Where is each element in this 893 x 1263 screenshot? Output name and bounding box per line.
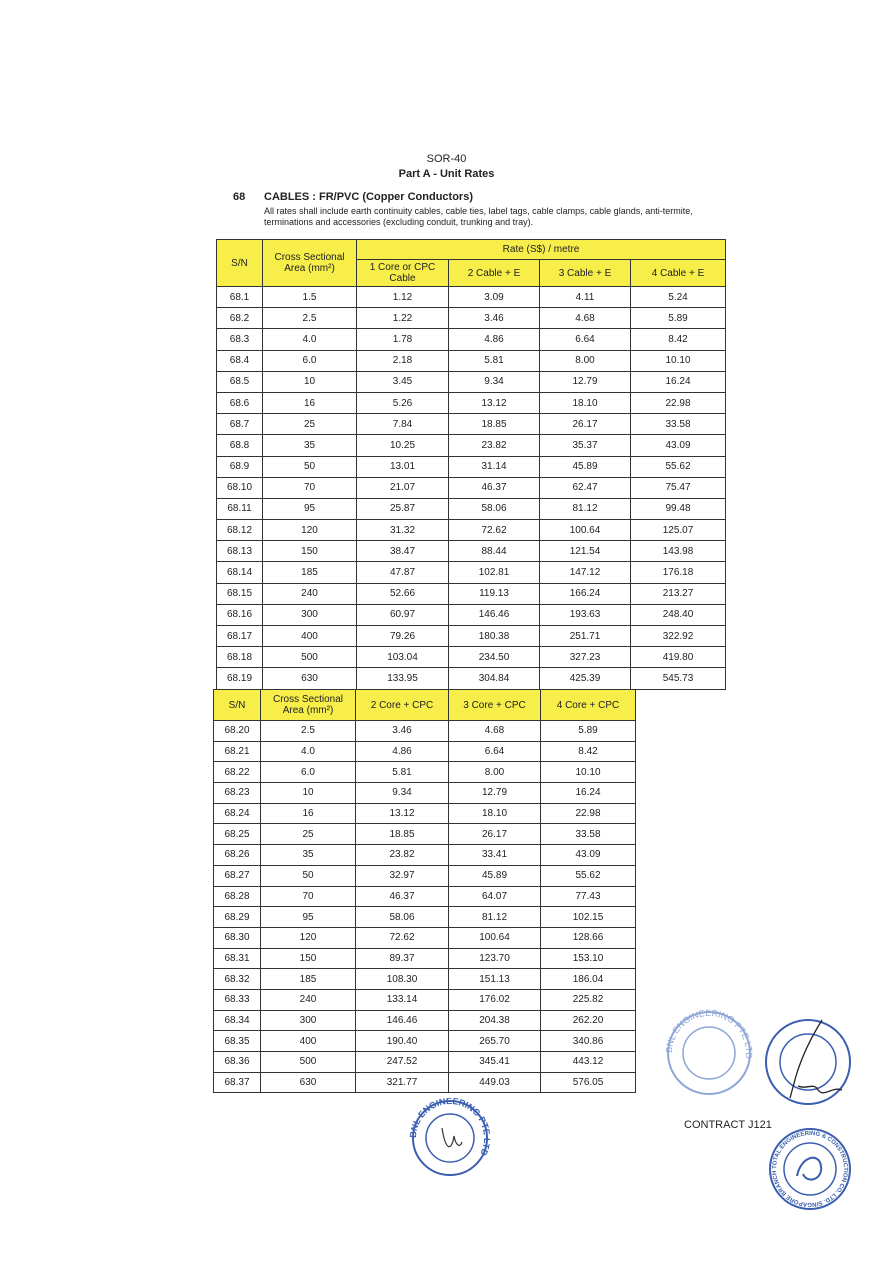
cell-area: 300 [263, 604, 357, 625]
cell-rate: 64.07 [449, 886, 541, 907]
cell-rate: 262.20 [541, 1010, 636, 1031]
cell-area: 120 [263, 520, 357, 541]
cell-rate: 5.24 [631, 287, 726, 308]
cell-sn: 68.32 [214, 969, 261, 990]
header-area-line2: Area (mm²) [284, 263, 335, 274]
cell-rate: 72.62 [356, 927, 449, 948]
cell-sn: 68.14 [217, 562, 263, 583]
cell-rate: 21.07 [357, 477, 449, 498]
cell-rate: 1.12 [357, 287, 449, 308]
cell-rate: 321.77 [356, 1072, 449, 1093]
cell-area: 300 [261, 1010, 356, 1031]
cell-rate: 5.26 [357, 392, 449, 413]
section-title: CABLES : FR/PVC (Copper Conductors) [264, 191, 473, 203]
table-row [217, 604, 726, 625]
cell-rate: 4.68 [540, 308, 631, 329]
cell-rate: 99.48 [631, 498, 726, 519]
header-rate: Rate (S$) / metre [357, 240, 726, 260]
cell-sn: 68.29 [214, 907, 261, 928]
cell-rate: 108.30 [356, 969, 449, 990]
cell-rate: 146.46 [449, 604, 540, 625]
cell-area: 185 [261, 969, 356, 990]
cell-rate: 12.79 [540, 371, 631, 392]
cell-area: 6.0 [263, 350, 357, 371]
table-row [217, 668, 726, 689]
bnl-stamp-center-text: BNL ENGINEERING PTE LTD [407, 1098, 493, 1158]
contractor-stamp [767, 1126, 853, 1212]
cell-rate: 47.87 [357, 562, 449, 583]
cell-rate: 52.66 [357, 583, 449, 604]
cell-area: 35 [261, 845, 356, 866]
cell-area: 630 [263, 668, 357, 689]
table-row [214, 741, 636, 762]
cell-sn: 68.4 [217, 350, 263, 371]
cell-rate: 13.12 [449, 392, 540, 413]
cell-rate: 8.00 [540, 350, 631, 371]
cell-sn: 68.17 [217, 626, 263, 647]
table-row [214, 907, 636, 928]
table-row [214, 948, 636, 969]
table-row [214, 865, 636, 886]
bnl-stamp-right [660, 1008, 758, 1098]
table-row [214, 1052, 636, 1073]
cell-rate: 3.45 [357, 371, 449, 392]
table-row [217, 562, 726, 583]
table-row [214, 927, 636, 948]
cell-rate: 16.24 [631, 371, 726, 392]
cell-rate: 425.39 [540, 668, 631, 689]
cell-rate: 340.86 [541, 1031, 636, 1052]
cell-rate: 419.80 [631, 647, 726, 668]
table-row [217, 520, 726, 541]
cell-area: 35 [263, 435, 357, 456]
cell-area: 400 [263, 626, 357, 647]
table-row [217, 498, 726, 519]
cell-rate: 46.37 [356, 886, 449, 907]
cell-rate: 26.17 [449, 824, 541, 845]
cell-sn: 68.35 [214, 1031, 261, 1052]
header-2core: 2 Core + CPC [356, 690, 449, 721]
cell-rate: 18.10 [449, 803, 541, 824]
cell-rate: 449.03 [449, 1072, 541, 1093]
cell-rate: 119.13 [449, 583, 540, 604]
table-row [217, 626, 726, 647]
table-row [214, 1072, 636, 1093]
cell-area: 150 [263, 541, 357, 562]
cell-rate: 5.89 [631, 308, 726, 329]
rates-table-core-cpc-body [214, 721, 636, 1093]
cell-rate: 125.07 [631, 520, 726, 541]
cell-area: 185 [263, 562, 357, 583]
cell-rate: 10.10 [631, 350, 726, 371]
header-area-line2: Area (mm²) [282, 705, 334, 716]
cell-rate: 234.50 [449, 647, 540, 668]
cell-area: 500 [263, 647, 357, 668]
cell-rate: 102.15 [541, 907, 636, 928]
cell-sn: 68.11 [217, 498, 263, 519]
cell-rate: 193.63 [540, 604, 631, 625]
cell-sn: 68.8 [217, 435, 263, 456]
header-1core-line2: Cable [389, 273, 416, 284]
cell-rate: 72.62 [449, 520, 540, 541]
cell-rate: 77.43 [541, 886, 636, 907]
header-sn: S/N [214, 690, 261, 721]
header-area-line1: Cross Sectional [274, 252, 345, 263]
table-row [217, 647, 726, 668]
cell-rate: 248.40 [631, 604, 726, 625]
table-row [214, 845, 636, 866]
cell-sn: 68.13 [217, 541, 263, 562]
cell-rate: 4.68 [449, 721, 541, 742]
table-row [217, 308, 726, 329]
cell-area: 95 [261, 907, 356, 928]
cell-rate: 190.40 [356, 1031, 449, 1052]
cell-area: 240 [261, 989, 356, 1010]
cell-rate: 10.10 [541, 762, 636, 783]
header-4core: 4 Core + CPC [541, 690, 636, 721]
cell-rate: 31.32 [357, 520, 449, 541]
cell-sn: 68.19 [217, 668, 263, 689]
cell-rate: 8.00 [449, 762, 541, 783]
cell-rate: 4.86 [356, 741, 449, 762]
table-row [217, 583, 726, 604]
cell-rate: 89.37 [356, 948, 449, 969]
table-row [214, 783, 636, 804]
cell-rate: 33.58 [541, 824, 636, 845]
header-1core [357, 260, 449, 287]
cell-rate: 3.09 [449, 287, 540, 308]
cell-rate: 121.54 [540, 541, 631, 562]
cell-rate: 146.46 [356, 1010, 449, 1031]
document-part-title: Part A - Unit Rates [398, 168, 495, 180]
cell-sn: 68.27 [214, 865, 261, 886]
cell-rate: 46.37 [449, 477, 540, 498]
cell-sn: 68.21 [214, 741, 261, 762]
cell-sn: 68.10 [217, 477, 263, 498]
cell-sn: 68.36 [214, 1052, 261, 1073]
cell-area: 240 [263, 583, 357, 604]
cell-area: 50 [263, 456, 357, 477]
cell-rate: 88.44 [449, 541, 540, 562]
table-row [214, 969, 636, 990]
cell-area: 25 [261, 824, 356, 845]
cell-rate: 18.10 [540, 392, 631, 413]
cell-rate: 1.22 [357, 308, 449, 329]
header-area-line1: Cross Sectional [272, 694, 344, 705]
cell-sn: 68.3 [217, 329, 263, 350]
table-row [214, 762, 636, 783]
table-row [217, 541, 726, 562]
cell-rate: 22.98 [631, 392, 726, 413]
header-3core: 3 Core + CPC [449, 690, 541, 721]
cell-rate: 225.82 [541, 989, 636, 1010]
cell-rate: 26.17 [540, 414, 631, 435]
cell-sn: 68.15 [217, 583, 263, 604]
rates-table-cable-e [216, 239, 726, 690]
rates-table-cable-e-body [217, 287, 726, 690]
cell-rate: 213.27 [631, 583, 726, 604]
cell-area: 120 [261, 927, 356, 948]
cell-sn: 68.2 [217, 308, 263, 329]
table-row [217, 456, 726, 477]
cell-rate: 576.05 [541, 1072, 636, 1093]
header-sn: S/N [217, 240, 263, 287]
cell-sn: 68.28 [214, 886, 261, 907]
cell-area: 95 [263, 498, 357, 519]
table-row [214, 886, 636, 907]
cell-area: 500 [261, 1052, 356, 1073]
bnl-stamp-center [402, 1098, 498, 1178]
cell-sn: 68.31 [214, 948, 261, 969]
cell-area: 4.0 [263, 329, 357, 350]
cell-sn: 68.30 [214, 927, 261, 948]
cell-rate: 304.84 [449, 668, 540, 689]
cell-sn: 68.5 [217, 371, 263, 392]
cell-area: 70 [261, 886, 356, 907]
table-row [217, 329, 726, 350]
table-row [217, 414, 726, 435]
cell-rate: 60.97 [357, 604, 449, 625]
cell-rate: 81.12 [449, 907, 541, 928]
cell-area: 2.5 [261, 721, 356, 742]
cell-rate: 35.37 [540, 435, 631, 456]
cell-rate: 32.97 [356, 865, 449, 886]
cell-area: 10 [263, 371, 357, 392]
cell-rate: 128.66 [541, 927, 636, 948]
cell-rate: 545.73 [631, 668, 726, 689]
cell-rate: 443.12 [541, 1052, 636, 1073]
cell-sn: 68.26 [214, 845, 261, 866]
contractor-stamp-text: TOTAL ENGINEERING & CONSTRUCTION CO. LTD. SINGAPORE BRANCH [771, 1130, 849, 1208]
table-row [214, 721, 636, 742]
cell-area: 630 [261, 1072, 356, 1093]
cell-rate: 5.89 [541, 721, 636, 742]
cell-rate: 13.01 [357, 456, 449, 477]
cell-rate: 9.34 [356, 783, 449, 804]
document-code: SOR-40 [426, 153, 467, 165]
header-area [261, 690, 356, 721]
cell-rate: 100.64 [540, 520, 631, 541]
cell-rate: 55.62 [541, 865, 636, 886]
cell-rate: 265.70 [449, 1031, 541, 1052]
cell-rate: 103.04 [357, 647, 449, 668]
cell-rate: 3.46 [449, 308, 540, 329]
cell-sn: 68.7 [217, 414, 263, 435]
cell-rate: 102.81 [449, 562, 540, 583]
cell-rate: 176.18 [631, 562, 726, 583]
svg-text:BNL ENGINEERING PTE LTD [408, 1098, 492, 1158]
cell-rate: 43.09 [541, 845, 636, 866]
section-number: 68 [233, 191, 246, 203]
cell-rate: 22.98 [541, 803, 636, 824]
table-row [214, 1031, 636, 1052]
cell-rate: 133.14 [356, 989, 449, 1010]
cell-rate: 6.64 [449, 741, 541, 762]
cell-sn: 68.16 [217, 604, 263, 625]
cell-rate: 251.71 [540, 626, 631, 647]
cell-rate: 204.38 [449, 1010, 541, 1031]
cell-rate: 100.64 [449, 927, 541, 948]
table-row [217, 350, 726, 371]
cell-rate: 18.85 [449, 414, 540, 435]
cell-rate: 6.64 [540, 329, 631, 350]
cell-area: 50 [261, 865, 356, 886]
cell-sn: 68.25 [214, 824, 261, 845]
cell-rate: 12.79 [449, 783, 541, 804]
table-row [214, 1010, 636, 1031]
signed-stamp [762, 1016, 854, 1108]
cell-rate: 176.02 [449, 989, 541, 1010]
table-row [214, 989, 636, 1010]
cell-rate: 13.12 [356, 803, 449, 824]
cell-rate: 322.92 [631, 626, 726, 647]
table-row [217, 477, 726, 498]
cell-area: 25 [263, 414, 357, 435]
svg-text:BNL ENGINEERING PTE LTD [664, 1008, 754, 1060]
cell-rate: 62.47 [540, 477, 631, 498]
cell-rate: 327.23 [540, 647, 631, 668]
cell-rate: 247.52 [356, 1052, 449, 1073]
cell-area: 1.5 [263, 287, 357, 308]
cell-rate: 33.41 [449, 845, 541, 866]
cell-rate: 4.11 [540, 287, 631, 308]
cell-rate: 151.13 [449, 969, 541, 990]
cell-rate: 23.82 [449, 435, 540, 456]
cell-rate: 45.89 [540, 456, 631, 477]
rates-table-core-cpc [213, 689, 636, 1093]
cell-rate: 43.09 [631, 435, 726, 456]
table-row [214, 824, 636, 845]
cell-rate: 4.86 [449, 329, 540, 350]
cell-rate: 166.24 [540, 583, 631, 604]
cell-rate: 33.58 [631, 414, 726, 435]
cell-rate: 147.12 [540, 562, 631, 583]
table-row [217, 371, 726, 392]
cell-rate: 58.06 [449, 498, 540, 519]
header-2cable: 2 Cable + E [449, 260, 540, 287]
header-1core-line1: 1 Core or CPC [369, 262, 436, 273]
header-4cable: 4 Cable + E [631, 260, 726, 287]
cell-rate: 133.95 [357, 668, 449, 689]
cell-area: 150 [261, 948, 356, 969]
cell-sn: 68.12 [217, 520, 263, 541]
cell-sn: 68.23 [214, 783, 261, 804]
table-row [214, 803, 636, 824]
cell-rate: 45.89 [449, 865, 541, 886]
cell-area: 4.0 [261, 741, 356, 762]
table-row [217, 287, 726, 308]
cell-rate: 55.62 [631, 456, 726, 477]
cell-rate: 153.10 [541, 948, 636, 969]
cell-rate: 186.04 [541, 969, 636, 990]
cell-rate: 79.26 [357, 626, 449, 647]
header-area [263, 240, 357, 287]
cell-rate: 10.25 [357, 435, 449, 456]
cell-rate: 75.47 [631, 477, 726, 498]
cell-rate: 25.87 [357, 498, 449, 519]
cell-area: 16 [263, 392, 357, 413]
cell-area: 10 [261, 783, 356, 804]
cell-rate: 123.70 [449, 948, 541, 969]
cell-rate: 180.38 [449, 626, 540, 647]
cell-rate: 9.34 [449, 371, 540, 392]
cell-rate: 58.06 [356, 907, 449, 928]
cell-rate: 31.14 [449, 456, 540, 477]
section-note: All rates shall include earth continuity cables, cable ties, label tags, cable clamps, cable glands, anti-termite, terminations and accessories (excluding conduit, trunking and tray). [264, 206, 693, 227]
cell-sn: 68.24 [214, 803, 261, 824]
cell-sn: 68.37 [214, 1072, 261, 1093]
cell-area: 400 [261, 1031, 356, 1052]
cell-rate: 5.81 [449, 350, 540, 371]
cell-rate: 5.81 [356, 762, 449, 783]
bnl-stamp-right-text: BNL ENGINEERING PTE LTD [663, 1008, 755, 1060]
cell-sn: 68.18 [217, 647, 263, 668]
cell-rate: 8.42 [631, 329, 726, 350]
cell-sn: 68.34 [214, 1010, 261, 1031]
cell-rate: 7.84 [357, 414, 449, 435]
cell-rate: 81.12 [540, 498, 631, 519]
cell-sn: 68.20 [214, 721, 261, 742]
cell-rate: 38.47 [357, 541, 449, 562]
contract-label: CONTRACT J121 [684, 1119, 772, 1131]
cell-rate: 16.24 [541, 783, 636, 804]
cell-rate: 2.18 [357, 350, 449, 371]
cell-area: 70 [263, 477, 357, 498]
cell-area: 2.5 [263, 308, 357, 329]
table-row [217, 392, 726, 413]
cell-rate: 3.46 [356, 721, 449, 742]
cell-area: 16 [261, 803, 356, 824]
cell-rate: 1.78 [357, 329, 449, 350]
cell-rate: 18.85 [356, 824, 449, 845]
cell-sn: 68.1 [217, 287, 263, 308]
table-row [217, 435, 726, 456]
cell-sn: 68.22 [214, 762, 261, 783]
cell-sn: 68.33 [214, 989, 261, 1010]
cell-sn: 68.9 [217, 456, 263, 477]
cell-rate: 143.98 [631, 541, 726, 562]
cell-rate: 23.82 [356, 845, 449, 866]
cell-area: 6.0 [261, 762, 356, 783]
cell-sn: 68.6 [217, 392, 263, 413]
header-3cable: 3 Cable + E [540, 260, 631, 287]
cell-rate: 345.41 [449, 1052, 541, 1073]
cell-rate: 8.42 [541, 741, 636, 762]
